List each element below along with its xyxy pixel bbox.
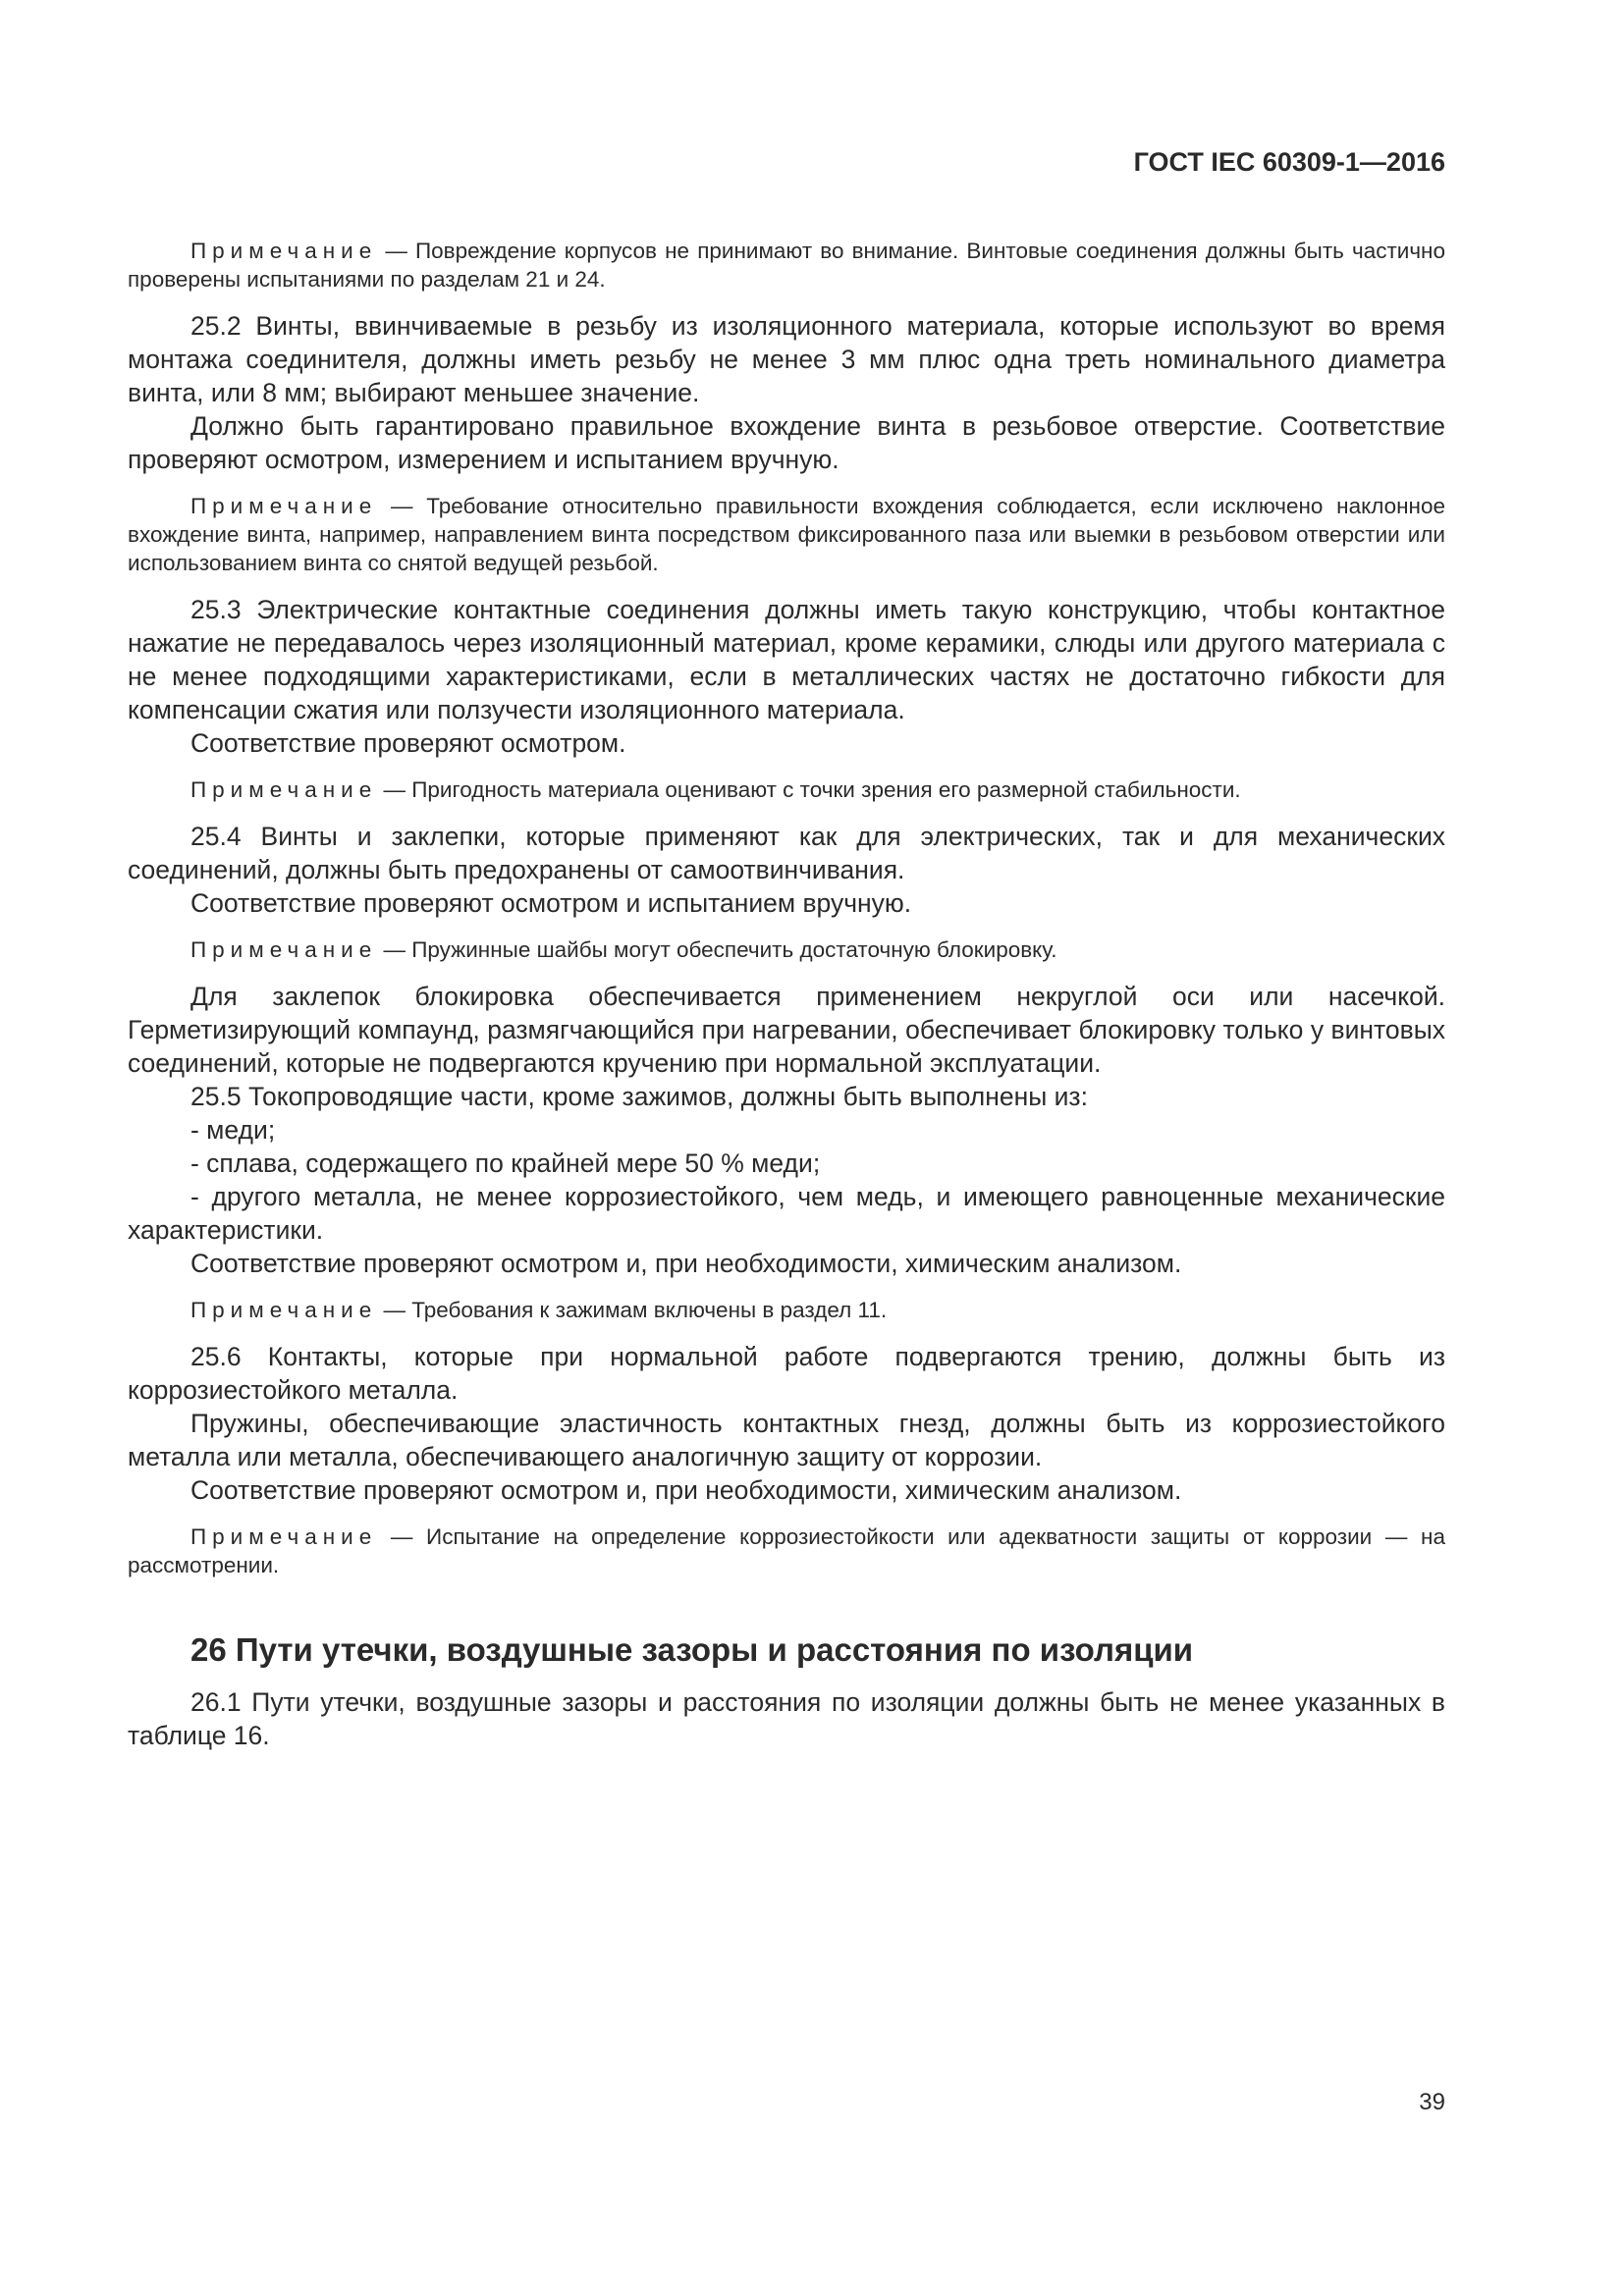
note <box>128 492 1445 577</box>
paragraph: Соответствие проверяют осмотром. <box>190 728 626 758</box>
document-body <box>128 221 1445 1752</box>
note <box>128 1522 1445 1579</box>
note <box>128 237 1445 294</box>
page-number: 39 <box>1419 2089 1445 2115</box>
clause-25-6: 25.6 Контакты, которые при нормальной работе подвергаются трению, должны быть из коррозиестойкого металла. <box>128 1342 1445 1405</box>
clause-26-1: 26.1 Пути утечки, воздушные зазоры и расстояния по изоляции должны быть не менее указанных в таблице 16. <box>128 1687 1445 1750</box>
paragraph: Соответствие проверяют осмотром и испытанием вручную. <box>190 888 912 918</box>
note-label: Примечание <box>190 1298 378 1322</box>
note-text: — Испытание на определение коррозиестойкости или адекватности защиты от коррозии — на рассмотрении. <box>128 1524 1445 1577</box>
note-text: — Пружинные шайбы могут обеспечить достаточную блокировку. <box>377 937 1057 962</box>
document-header: ГОСТ IEC 60309-1—2016 <box>1133 147 1445 177</box>
note-text: — Требования к зажимам включены в раздел 11. <box>377 1298 888 1322</box>
clause-25-5: 25.5 Токопроводящие части, кроме зажимов, должны быть выполнены из: <box>190 1082 1088 1111</box>
section-heading-26: 26 Пути утечки, воздушные зазоры и расстояния по изоляции <box>190 1631 1194 1668</box>
note-label: Примечание <box>190 777 378 802</box>
clause-25-2: 25.2 Винты, ввинчиваемые в резьбу из изоляционного материала, которые используют во время монтажа соединителя, должны иметь резьбу не менее 3 мм плюс одна треть номинального диаметра винта, или 8 мм; выбирают меньшее значение. <box>128 311 1445 407</box>
note-text: — Требование относительно правильности вхождения соблюдается, если исключено наклонное вхождение винта, например, направлением винта посредством фиксированного паза или выемки в резьбовом отверстии или использованием винта со снятой ведущей резьбой. <box>128 494 1445 575</box>
paragraph: Должно быть гарантировано правильное вхождение винта в резьбовое отверстие. Соответствие проверяют осмотром, измерением и испытанием вручную. <box>128 411 1445 474</box>
note <box>128 1296 1445 1324</box>
note-text: — Пригодность материала оценивают с точки зрения его размерной стабильности. <box>377 777 1241 802</box>
note-label: Примечание <box>190 1524 378 1549</box>
paragraph: Для заклепок блокировка обеспечивается применением некруглой оси или насечкой. Герметизирующий компаунд, размягчающийся при нагревании, обеспечивает блокировку только у винтовых соединений, которые не подвергаются кручению при нормальной эксплуатации. <box>128 982 1445 1078</box>
clause-25-3: 25.3 Электрические контактные соединения должны иметь такую конструкцию, чтобы контактное нажатие не передавалось через изоляционный материал, кроме керамики, слюды или другого материала с не менее подходящими характеристиками, если в металлических частях не достаточно гибкости для компенсации сжатия или ползучести изоляционного материала. <box>128 595 1445 724</box>
paragraph: Соответствие проверяют осмотром и, при необходимости, химическим анализом. <box>190 1475 1182 1505</box>
list-item: - меди; <box>190 1115 276 1145</box>
list-item: - сплава, содержащего по крайней мере 50 % меди; <box>190 1148 821 1178</box>
clause-25-4: 25.4 Винты и заклепки, которые применяют как для электрических, так и для механических соединений, должны быть предохранены от самоотвинчивания. <box>128 822 1445 884</box>
note <box>128 935 1445 964</box>
note <box>128 775 1445 804</box>
note-text: — Повреждение корпусов не принимают во внимание. Винтовые соединения должны быть частично проверены испытаниями по разделам 21 и 24. <box>128 239 1445 292</box>
note-label: Примечание <box>190 239 378 263</box>
paragraph: Пружины, обеспечивающие эластичность контактных гнезд, должны быть из коррозиестойкого металла или металла, обеспечивающего аналогичную защиту от коррозии. <box>128 1409 1445 1471</box>
paragraph: Соответствие проверяют осмотром и, при необходимости, химическим анализом. <box>190 1249 1182 1278</box>
list-item: - другого металла, не менее коррозиестойкого, чем медь, и имеющего равноценные механические характеристики. <box>128 1182 1445 1245</box>
note-label: Примечание <box>190 937 378 962</box>
note-label: Примечание <box>190 494 378 518</box>
